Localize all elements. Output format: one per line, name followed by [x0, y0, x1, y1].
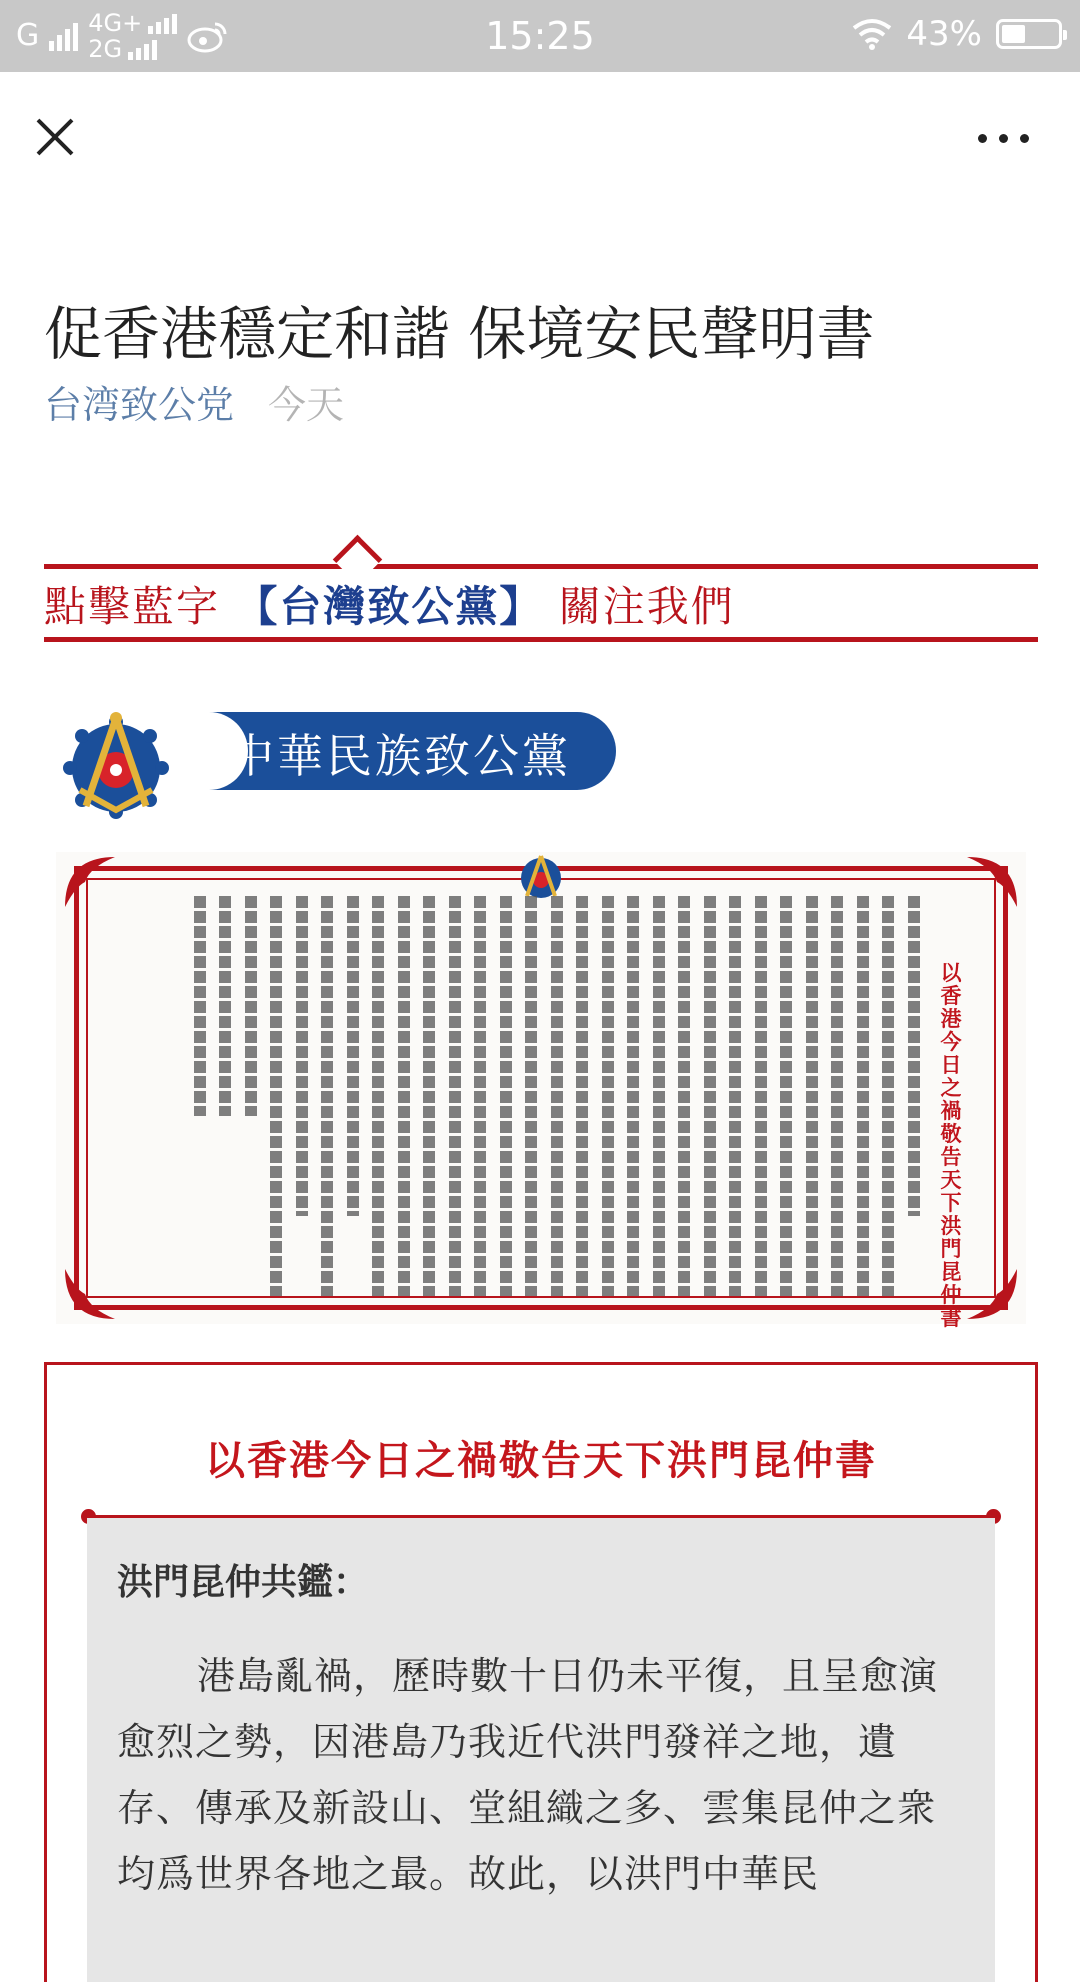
letter-salutation: 洪門昆仲共鑑： — [117, 1562, 370, 1603]
letter-paragraph: 港島亂禍，歷時數十日仍未平復，且呈愈演愈烈之勢，因港島乃我近代洪門發祥之地，遺存、傳承及新設山、堂組織之多、雲集昆仲之衆均爲世界各地之最。故此，以洪門中華民 — [117, 1654, 939, 1896]
close-icon[interactable] — [30, 112, 80, 162]
document-text-column — [423, 896, 435, 1296]
more-icon[interactable] — [978, 124, 1038, 152]
author-link[interactable]: 台湾致公党 — [44, 383, 235, 427]
follow-account-link[interactable]: 【台灣致公黨】 — [235, 582, 544, 631]
wifi-icon — [852, 18, 892, 50]
document-text-column — [347, 896, 359, 1216]
document-text-column — [194, 896, 206, 1116]
document-text-column — [474, 896, 486, 1296]
document-text-column — [372, 896, 384, 1296]
divider — [44, 637, 1038, 642]
battery-percent: 43% — [906, 14, 982, 54]
document-text-column — [398, 896, 410, 1296]
document-text-columns — [176, 896, 916, 1288]
document-text-column — [576, 896, 588, 1296]
document-text-column — [780, 896, 792, 1296]
document-text-column — [755, 896, 767, 1296]
document-text-column — [219, 896, 231, 1116]
network-label-2g: 2G — [88, 35, 123, 63]
party-banner — [58, 706, 618, 816]
nav-bar — [0, 72, 1080, 202]
document-vertical-title: 以香港今日之禍敬告天下洪門昆仲書 — [940, 961, 962, 1330]
document-text-column — [500, 896, 512, 1296]
document-text-column — [831, 896, 843, 1296]
document-text-column — [602, 896, 614, 1296]
letter-body — [87, 1518, 995, 1982]
document-text-column — [296, 896, 308, 1216]
document-text-column — [321, 896, 333, 1296]
party-emblem-icon — [58, 706, 174, 822]
battery-fill — [1002, 25, 1025, 43]
document-text-column — [704, 896, 716, 1296]
ornament-icon — [60, 1264, 120, 1324]
status-right — [852, 14, 1062, 54]
follow-banner — [44, 538, 1038, 648]
document-text-column — [678, 896, 690, 1296]
document-text-column — [857, 896, 869, 1296]
clock: 15:25 — [485, 14, 595, 58]
ornament-icon — [962, 852, 1022, 912]
document-text-column — [551, 896, 563, 1296]
notch-decoration — [333, 535, 382, 584]
document-image — [56, 852, 1026, 1330]
document-text-column — [525, 896, 537, 1296]
seal-icon — [517, 852, 565, 900]
article-title: 促香港穩定和諧 保境安民聲明書 — [44, 299, 875, 368]
status-bar — [0, 0, 1080, 72]
document-text-column — [653, 896, 665, 1296]
document-text-column — [882, 896, 894, 1296]
publish-date: 今天 — [268, 383, 345, 427]
party-name: 中華民族致公黨 — [228, 729, 571, 783]
network-label-g: G — [16, 18, 40, 53]
follow-text-3: 關注我們 — [558, 582, 735, 631]
battery-icon — [996, 19, 1062, 49]
network-label-4g: 4G+ — [88, 9, 143, 37]
document-text-column — [270, 896, 282, 1296]
document-text-column — [729, 896, 741, 1296]
letter-heading: 以香港今日之禍敬告天下洪門昆仲書 — [205, 1438, 877, 1484]
follow-text — [44, 580, 735, 634]
article-meta — [44, 374, 344, 429]
letter-box — [44, 1362, 1038, 1982]
document-text-column — [449, 896, 461, 1296]
follow-text-1: 點擊藍字 — [44, 582, 221, 631]
divider — [44, 564, 1038, 569]
document-text-column — [806, 896, 818, 1296]
document-text-column — [245, 896, 257, 1116]
ornament-icon — [60, 852, 120, 912]
document-text-column — [908, 896, 920, 1216]
document-text-column — [627, 896, 639, 1296]
ornament-icon — [962, 1264, 1022, 1324]
